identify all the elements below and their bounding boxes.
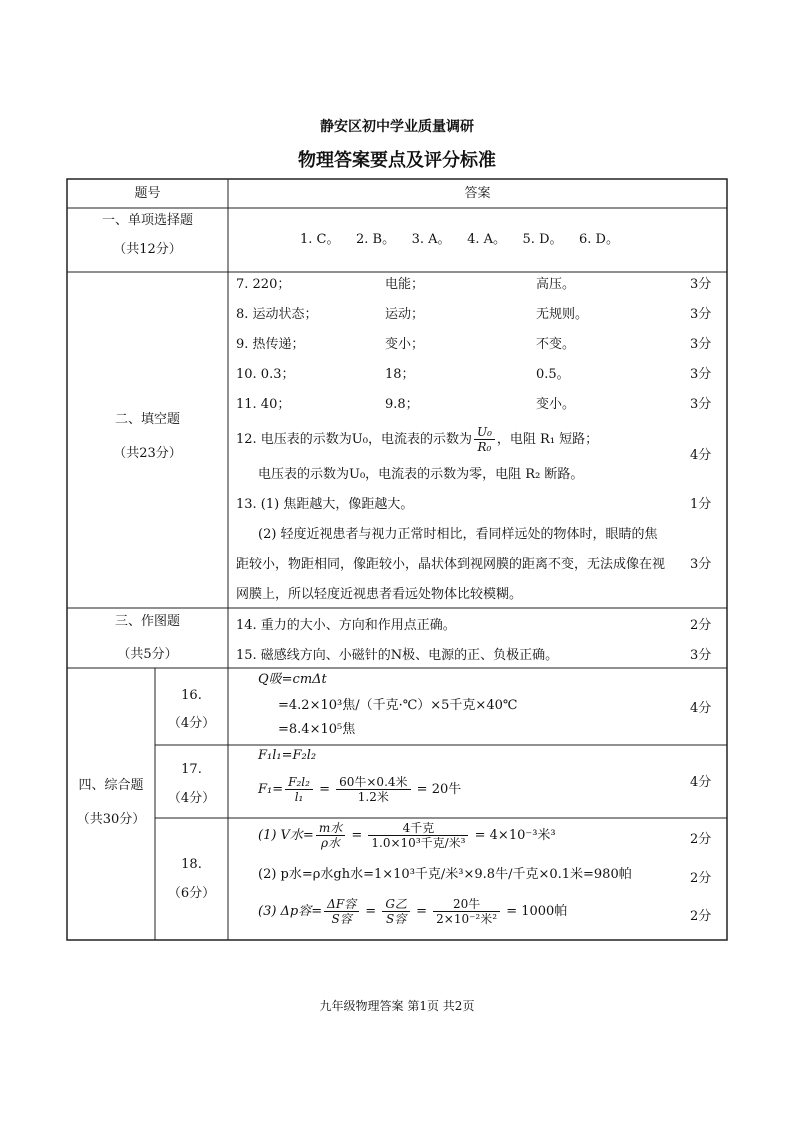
q9-score: 3分 [690,337,712,352]
q18-3-f2-num: G乙 [382,897,410,912]
q7-c: 高压。 [536,277,576,292]
q18-1-eq: = [351,828,363,843]
q18-3-f3-num: 20牛 [433,897,500,912]
col-header-number: 题号 [134,186,161,201]
sec1-name: 一、单项选择题 [101,213,193,228]
q17-result: = 20牛 [416,782,462,797]
q18-3-eq1: = [365,904,377,919]
q17-lhs: F₁= [258,782,284,797]
q14: 14. 重力的大小、方向和作用点正确。 [236,618,456,633]
q18-1-result: = 4×10⁻³米³ [474,828,556,843]
q16-score: 4分 [690,701,712,716]
page-title: 物理答案要点及评分标准 [298,150,496,171]
q16-points: （4分） [167,716,216,731]
q12-fraction [474,425,495,454]
q17-fraction-1 [285,775,313,804]
q18-1-score: 2分 [690,832,712,847]
q18-2-score: 2分 [690,871,712,886]
q8-a: 8. 运动状态； [236,307,318,322]
q16-number: 16. [181,688,202,703]
q17-eq: = [319,782,330,797]
q8-c: 无规则。 [536,307,589,322]
q18-1-f2-num: 4千克 [368,821,468,836]
sec2-points: （共23分） [113,446,182,461]
q10-score: 3分 [690,367,712,382]
q11-c: 变小。 [536,397,576,412]
q18-1-fraction-1 [316,821,345,850]
sec4-name: 四、综合题 [78,778,144,793]
q14-score: 2分 [690,618,712,633]
q8-b: 运动； [385,307,425,322]
q7-a: 7. 220； [236,277,291,292]
q13-2-line2: 距较小，物距相同，像距较小，晶状体到视网膜的距离不变，无法成像在视 [236,557,666,572]
sec2-name: 二、填空题 [114,412,180,427]
q7-score: 3分 [690,277,712,292]
q18-part3 [258,892,567,932]
q11-a: 11. 40； [236,397,291,412]
q12-line1 [236,424,598,456]
q12-text-a: 12. 电压表的示数为U₀，电流表的示数为 [236,432,472,447]
sec3-points: （共5分） [117,647,178,662]
sec1-answers: 1. C。 2. B。 3. A。 4. A。 5. D。 6. D。 [300,232,619,247]
q18-3-fraction-3 [433,897,500,926]
q17-f1-den: l₁ [294,790,304,804]
q18-3-fraction-2 [382,897,410,926]
q18-part1 [258,816,556,856]
q12-frac-den: R₀ [477,440,492,454]
q18-1-f2-den: 1.0×10³千克/米³ [371,836,466,850]
q9-a: 9. 热传递； [236,337,305,352]
q13-1-score: 1分 [690,497,712,512]
q18-3-result: = 1000帕 [506,904,568,919]
q18-1-lead: (1) V水= [258,828,314,843]
q15: 15. 磁感线方向、小磁针的N极、电源的正、负极正确。 [236,648,559,663]
q17-line2 [258,770,461,810]
q10-c: 0.5。 [536,367,570,382]
q18-1-fraction-2 [368,821,468,850]
q17-f2-den: 1.2米 [357,790,389,804]
q17-fraction-2 [336,775,410,804]
q17-points: （4分） [167,791,216,806]
q18-3-f1-den: S容 [331,912,352,926]
q18-3-f1-num: ΔF容 [324,897,359,912]
q13-2-line3: 网膜上，所以轻度近视患者看远处物体比较模糊。 [236,587,523,602]
q12-frac-num: U₀ [474,425,495,440]
q11-score: 3分 [690,397,712,412]
q18-3-lead: (3) Δp容= [258,904,323,919]
q17-number: 17. [181,762,202,777]
q12-text-b: ，电阻 R₁ 短路； [496,432,599,447]
q18-1-f1-den: ρ水 [320,836,341,850]
q17-f1-num: F₂l₂ [285,775,313,790]
q18-points: （6分） [167,886,216,901]
q13-2-line1: (2) 轻度近视患者与视力正常时相比，看同样远处的物体时，眼睛的焦 [258,527,658,542]
q16-line1: Q吸=cmΔt [258,672,327,687]
q16-line2: =4.2×10³焦/（千克·℃）×5千克×40℃ [278,698,518,713]
col-header-answer: 答案 [464,186,491,201]
sec1-points: （共12分） [113,242,182,257]
q17-score: 4分 [690,775,712,790]
q18-number: 18. [181,857,202,872]
q18-3-eq2: = [416,904,427,919]
q8-score: 3分 [690,307,712,322]
q18-1-f1-num: m水 [316,821,345,836]
q9-c: 不变。 [536,337,576,352]
sec3-name: 三、作图题 [114,614,180,629]
q10-b: 18； [385,367,415,382]
q12-score: 4分 [690,448,712,463]
q18-3-f2-den: S容 [386,912,407,926]
q10-a: 10. 0.3； [236,367,295,382]
q18-part2: (2) p水=ρ水gh水=1×10³千克/米³×9.8牛/千克×0.1米=980帕 [258,867,632,882]
q18-3-f3-den: 2×10⁻²米² [436,912,498,926]
q7-b: 电能； [385,277,425,292]
q9-b: 变小； [385,337,425,352]
q15-score: 3分 [690,648,712,663]
q16-line3: =8.4×10⁵焦 [278,722,356,737]
q11-b: 9.8； [385,397,419,412]
q17-line1: F₁l₁=F₂l₂ [258,748,317,763]
page-footer: 九年级物理答案 第1页 共2页 [319,999,475,1013]
sec4-points: （共30分） [76,812,146,827]
q17-f2-num: 60牛×0.4米 [336,775,410,790]
q13-2-score: 3分 [690,557,712,572]
q18-3-score: 2分 [690,909,712,924]
q13-1: 13. (1) 焦距越大，像距越大。 [236,497,414,512]
q12-line2: 电压表的示数为U₀，电流表的示数为零，电阻 R₂ 断路。 [258,467,584,482]
q18-3-fraction-1 [324,897,359,926]
school-title: 静安区初中学业质量调研 [320,119,474,135]
